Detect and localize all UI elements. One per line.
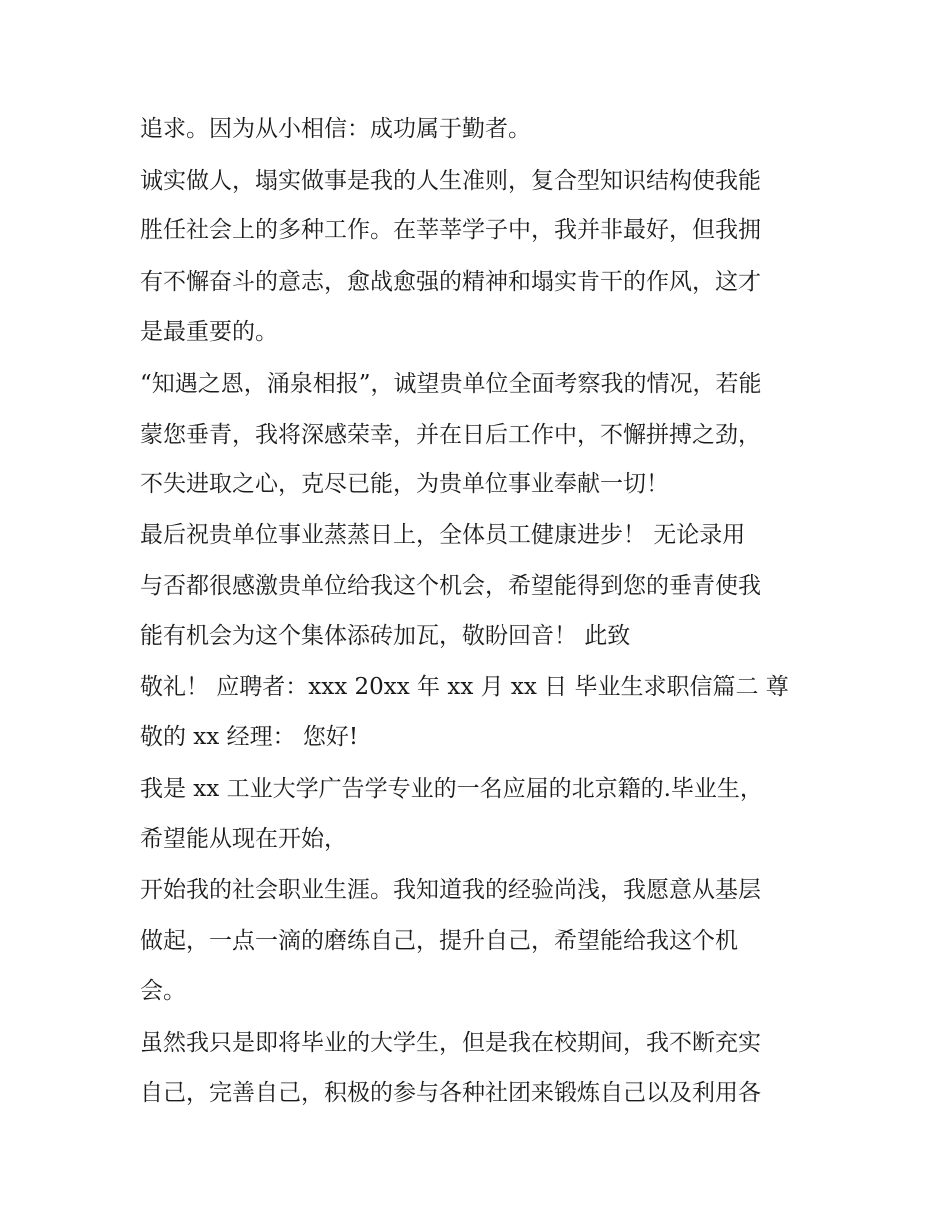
- text-line: 有不懈奋斗的意志，愈战愈强的精神和塌实肯干的作风，这才: [140, 269, 761, 295]
- text-line: 敬的 xx 经理： 您好!: [140, 724, 359, 750]
- text-line: 敬礼！ 应聘者：xxx 20xx 年 xx 月 xx 日 毕业生求职信篇二 尊: [140, 674, 789, 700]
- text-line: 能有机会为这个集体添砖加瓦，敬盼回音！ 此致: [140, 623, 631, 649]
- text-line: 与否都很感激贵单位给我这个机会，希望能得到您的垂青使我: [140, 573, 761, 599]
- text-line: 不失进取之心，克尽已能，为贵单位事业奉献一切！: [140, 471, 669, 497]
- text-line: 会。: [140, 978, 186, 1004]
- text-line: 自己，完善自己，积极的参与各种社团来锻炼自己以及利用各: [140, 1080, 761, 1106]
- text-line: “知遇之恩，涌泉相报”，诚望贵单位全面考察我的情况，若能: [140, 371, 762, 397]
- text-line: 希望能从现在开始，: [140, 826, 347, 852]
- text-line: 最后祝贵单位事业蒸蒸日上，全体员工健康进步！ 无论录用: [140, 522, 746, 548]
- text-line: 蒙您垂青，我将深感荣幸，并在日后工作中，不懈拼搏之劲，: [140, 422, 761, 448]
- text-line: 胜任社会上的多种工作。在莘莘学子中，我并非最好，但我拥: [140, 217, 761, 243]
- text-line: 追求。因为从小相信：成功属于勤者。: [140, 116, 531, 142]
- text-line: 诚实做人，塌实做事是我的人生准则，复合型知识结构使我能: [140, 168, 761, 194]
- text-line: 做起，一点一滴的磨练自己，提升自己，希望能给我这个机: [140, 928, 738, 954]
- text-line: 是最重要的。: [140, 319, 278, 345]
- text-line: 开始我的社会职业生涯。我知道我的经验尚浅，我愿意从基层: [140, 877, 761, 903]
- text-line: 虽然我只是即将毕业的大学生，但是我在校期间，我不断充实: [140, 1030, 761, 1056]
- text-line: 我是 xx 工业大学广告学专业的一名应届的北京籍的.毕业生，: [140, 776, 763, 802]
